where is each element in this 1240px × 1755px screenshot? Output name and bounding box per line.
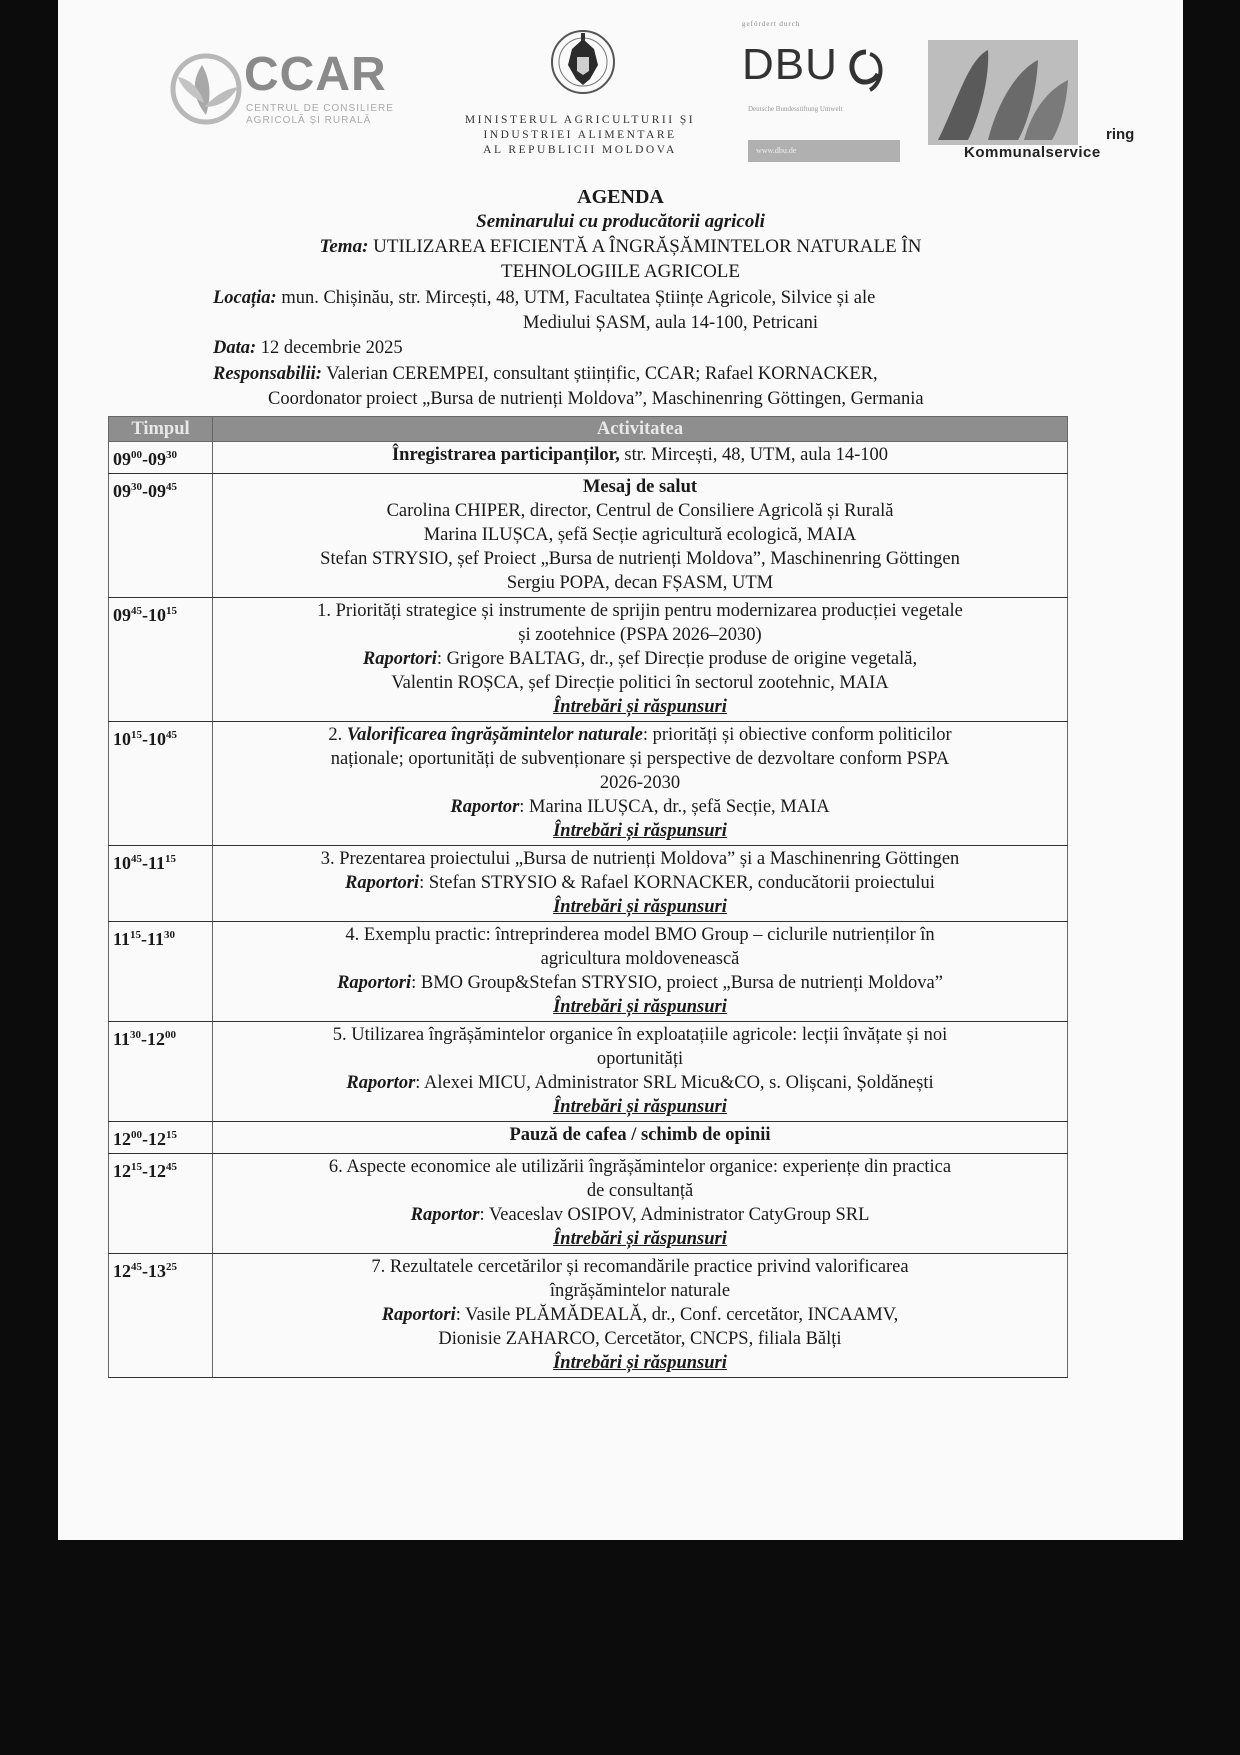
responsabilii-text: Valerian CEREMPEI, consultant științific, CCAR; Rafael KORNACKER,: [326, 364, 878, 384]
dbu-topline: gefördert durch: [742, 20, 801, 28]
activity-cell: [213, 1022, 1068, 1122]
tema-label: Tema:: [319, 236, 369, 257]
maschinenring-name: Kommunalservice: [964, 144, 1101, 161]
ministry-line: MINISTERUL AGRICULTURII ȘI: [464, 114, 696, 126]
speaker-line: Stefan STRYSIO, șef Proiect „Bursa de nutrienți Moldova”, Maschinenring Göttingen: [320, 549, 960, 569]
activity-text: oportunități: [596, 1049, 684, 1069]
ccar-name: CCAR: [244, 48, 387, 101]
dbu-swirl-icon: [844, 48, 888, 98]
time-cell: $10^{45}-11^{15}$: [109, 846, 213, 922]
locatia-text: mun. Chișinău, str. Mircești, 48, UTM, Facultatea Științe Agricole, Silvice și ale: [281, 288, 876, 308]
speaker-line: Sergiu POPA, decan FȘASM, UTM: [506, 573, 774, 593]
column-header-time: Timpul: [109, 417, 213, 442]
reporter-line: Raportori: Stefan STRYSIO & Rafael KORNACKER, conducătorii proiectului: [345, 873, 935, 893]
dbu-logo: [738, 12, 908, 172]
responsabilii-text-2: Coordonator proiect „Bursa de nutrienți Moldova”, Maschinenring Göttingen, Germania: [268, 389, 924, 409]
reporter-line: Raportor: Alexei MICU, Administrator SRL Micu&CO, s. Olișcani, Șoldănești: [346, 1073, 934, 1093]
table-row: [109, 722, 1068, 846]
reporter-line: Raportor: Marina ILUȘCA, dr., șefă Secție, MAIA: [450, 797, 830, 817]
agenda-table: [108, 416, 1068, 1378]
dbu-subtitle: Deutsche Bundesstiftung Umwelt: [748, 105, 843, 113]
activity-cell: [213, 474, 1068, 598]
qa-label: Întrebări și răspunsuri: [553, 1097, 727, 1117]
table-row: [109, 1122, 1068, 1154]
ministry-crest-icon: [550, 25, 616, 99]
activity-text: 4. Exemplu practic: întreprinderea model BMO Group – ciclurile nutrienților în: [345, 925, 935, 945]
table-row: [109, 922, 1068, 1022]
ccar-subtitle: CENTRUL DE CONSILIERE AGRICOLĂ ȘI RURALĂ: [246, 103, 394, 126]
locatia-text-2: Mediului ȘASM, aula 14-100, Petricani: [523, 313, 818, 333]
dbu-url-bar: [748, 140, 900, 162]
time-cell: $09^{30}-09^{45}$: [109, 474, 213, 598]
table-row: [109, 1154, 1068, 1254]
activity-text: 2026-2030: [599, 773, 681, 793]
activity-title: Mesaj de salut: [582, 477, 698, 497]
data-value: 12 decembrie 2025: [260, 338, 403, 358]
responsabilii-label: Responsabilii:: [213, 364, 322, 384]
activity-cell: [213, 442, 1068, 474]
table-row: [109, 598, 1068, 722]
activity-cell: [213, 846, 1068, 922]
maschinenring-ring-text: ring: [1106, 126, 1135, 143]
qa-label: Întrebări și răspunsuri: [553, 997, 727, 1017]
reporter-line: Raportor: Veaceslav OSIPOV, Administrator CatyGroup SRL: [410, 1205, 870, 1225]
qa-label: Întrebări și răspunsuri: [553, 897, 727, 917]
scanned-page: [58, 0, 1183, 1540]
ministry-logo: [430, 25, 730, 175]
table-row: [109, 474, 1068, 598]
locatia-line: [213, 286, 875, 310]
table-row: [109, 1022, 1068, 1122]
reporter-line: Raportori: BMO Group&Stefan STRYSIO, proiect „Bursa de nutrienți Moldova”: [337, 973, 943, 993]
scan-border-right: [1183, 0, 1240, 1755]
data-line: [213, 336, 403, 360]
qa-label: Întrebări și răspunsuri: [553, 1229, 727, 1249]
time-cell: $12^{45}-13^{25}$: [109, 1254, 213, 1378]
table-row: [109, 1254, 1068, 1378]
activity-text: 3. Prezentarea proiectului „Bursa de nutrienți Moldova” și a Maschinenring Göttingen: [320, 849, 960, 869]
activity-text: 6. Aspecte economice ale utilizării îngrășămintelor organice: experiențe din practica: [328, 1157, 952, 1177]
table-row: [109, 846, 1068, 922]
column-header-activity: Activitatea: [213, 417, 1068, 442]
activity-cell: [213, 722, 1068, 846]
ministry-line: AL REPUBLICII MOLDOVA: [483, 144, 677, 156]
responsabilii-line: [213, 362, 878, 386]
activity-text: îngrășămintelor naturale: [549, 1281, 731, 1301]
activity-text: de consultanță: [586, 1181, 694, 1201]
reporter-line: Dionisie ZAHARCO, Cercetător, CNCPS, filiala Bălți: [438, 1329, 842, 1349]
table-header-row: [109, 417, 1068, 442]
data-label: Data:: [213, 338, 257, 358]
locatia-label: Locația:: [213, 288, 277, 308]
tema-text-2: TEHNOLOGIILE AGRICOLE: [500, 261, 741, 282]
tema-text: UTILIZAREA EFICIENTĂ A ÎNGRĂȘĂMINTELOR NATURALE ÎN: [373, 236, 922, 257]
time-cell: $12^{00}-12^{15}$: [109, 1122, 213, 1154]
time-cell: $11^{30}-12^{00}$: [109, 1022, 213, 1122]
time-cell: $12^{15}-12^{45}$: [109, 1154, 213, 1254]
table-row: [109, 442, 1068, 474]
dbu-url: www.dbu.de: [756, 146, 797, 155]
time-cell: $11^{15}-11^{30}$: [109, 922, 213, 1022]
qa-label: Întrebări și răspunsuri: [553, 1353, 727, 1373]
activity-text: naționale; oportunități de subvenționare și perspective de dezvoltare conform PSPA: [330, 749, 950, 769]
activity-cell: [213, 598, 1068, 722]
reporter-line: Raportori: Grigore BALTAG, dr., șef Direcție produse de origine vegetală,: [362, 649, 918, 669]
activity-cell: [213, 1154, 1068, 1254]
speaker-line: Carolina CHIPER, director, Centrul de Consiliere Agricolă și Rurală: [386, 501, 894, 521]
ccar-logo: [166, 45, 446, 130]
reporter-line: Raportori: Vasile PLĂMĂDEALĂ, dr., Conf. cercetător, INCAAMV,: [381, 1305, 899, 1325]
scan-border-bottom: [0, 1540, 1240, 1755]
activity-cell: [213, 1254, 1068, 1378]
ministry-line: INDUSTRIEI ALIMENTARE: [483, 129, 677, 141]
dbu-name: DBU: [742, 40, 838, 89]
activity-text: 1. Priorități strategice și instrumente de sprijin pentru modernizarea producției vegetale: [317, 601, 963, 621]
seminar-subtitle: Seminarului cu producătorii agricoli: [476, 211, 765, 232]
qa-label: Întrebări și răspunsuri: [553, 697, 727, 717]
agenda-title: AGENDA: [577, 186, 664, 208]
activity-text: și zootehnice (PSPA 2026–2030): [518, 625, 762, 645]
activity-cell: [213, 922, 1068, 1022]
activity-location: str. Mircești, 48, UTM, aula 14-100: [619, 445, 889, 465]
time-cell: $10^{15}-10^{45}$: [109, 722, 213, 846]
tema-line: [58, 235, 1183, 259]
activity-title: Pauză de cafea / schimb de opinii: [509, 1125, 771, 1145]
activity-text: 7. Rezultatele cercetărilor și recomandările practice privind valorificarea: [371, 1257, 909, 1277]
activity-text: 2. Valorificarea îngrășămintelor naturale: priorități și obiective conform politicilor: [328, 725, 952, 745]
activity-cell: [213, 1122, 1068, 1154]
activity-text: agricultura moldovenească: [540, 949, 740, 969]
time-cell: $09^{45}-10^{15}$: [109, 598, 213, 722]
time-cell: $09^{00}-09^{30}$: [109, 442, 213, 474]
ccar-leaf-icon: [166, 45, 246, 125]
activity-title: Înregistrarea participanților,: [391, 445, 620, 465]
maschinenring-logo: [928, 40, 1148, 160]
qa-label: Întrebări și răspunsuri: [553, 821, 727, 841]
maschinenring-mark-icon: [928, 40, 1078, 145]
speaker-line: Marina ILUȘCA, șefă Secție agricultură ecologică, MAIA: [423, 525, 857, 545]
activity-text: 5. Utilizarea îngrășămintelor organice în exploatațiile agricole: lecții învățate și noi: [332, 1025, 948, 1045]
reporter-line: Valentin ROȘCA, șef Direcție politici în sectorul zootehnic, MAIA: [391, 673, 889, 693]
